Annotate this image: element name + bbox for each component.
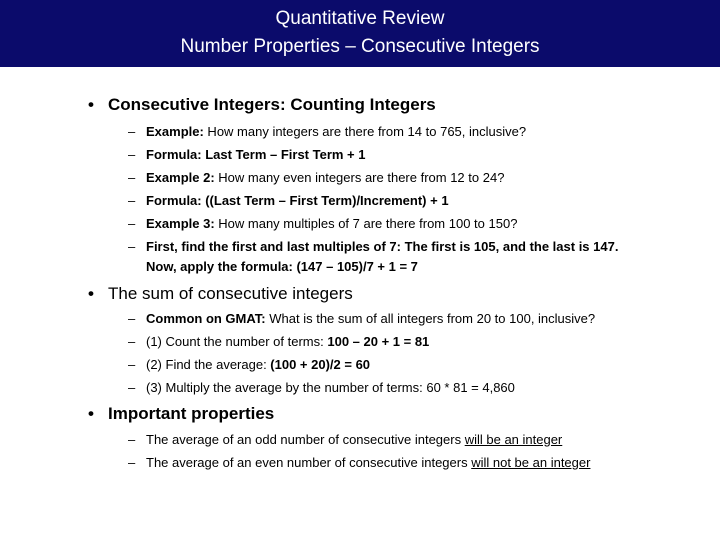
bullet-icon: • bbox=[88, 95, 94, 114]
header-title: Quantitative Review bbox=[275, 8, 445, 29]
dash-icon: – bbox=[128, 239, 136, 254]
dash-icon: – bbox=[128, 193, 136, 208]
bullet-icon: • bbox=[88, 284, 94, 303]
dash-icon: – bbox=[128, 334, 136, 349]
dash-icon: – bbox=[128, 311, 136, 326]
dash-icon: – bbox=[128, 170, 136, 185]
section-title-properties: • Important properties bbox=[88, 404, 275, 423]
dash-icon: – bbox=[128, 124, 136, 139]
dash-icon: – bbox=[128, 455, 136, 470]
section-title-sum: • The sum of consecutive integers bbox=[88, 284, 353, 303]
dash-icon: – bbox=[128, 216, 136, 231]
dash-icon: – bbox=[128, 357, 136, 372]
section-title-counting: • Consecutive Integers: Counting Integers bbox=[88, 95, 436, 114]
dash-icon: – bbox=[128, 147, 136, 162]
header-subtitle: Number Properties – Consecutive Integers bbox=[180, 36, 540, 57]
dash-icon: – bbox=[128, 432, 136, 447]
slide-header bbox=[0, 0, 720, 67]
bullet-icon: • bbox=[88, 404, 94, 423]
dash-icon: – bbox=[128, 380, 136, 395]
